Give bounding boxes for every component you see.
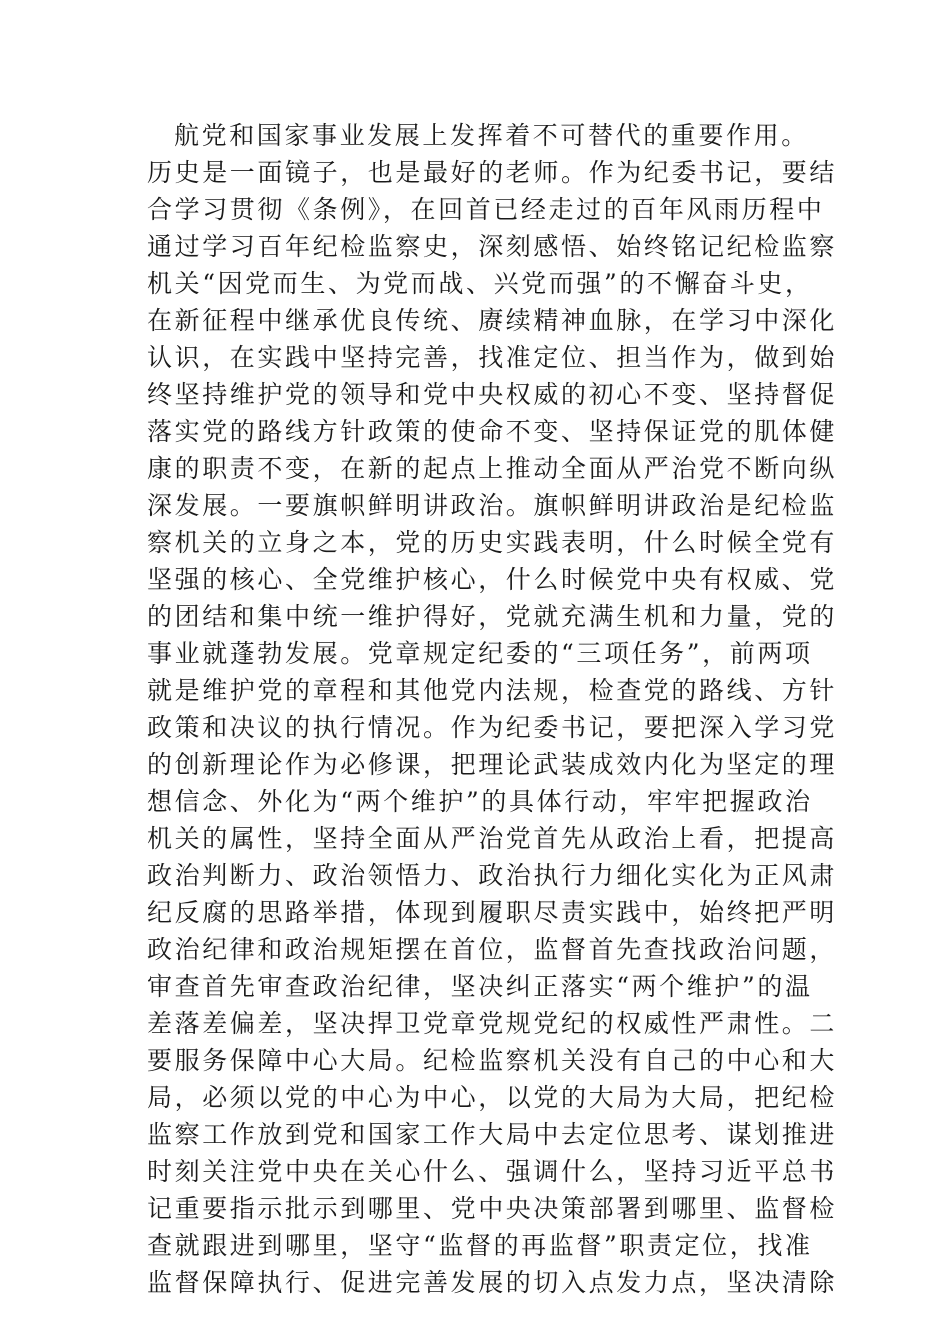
text-line: 机关“因党而生、为党而战、兴党而强”的不懈奋斗史， <box>147 269 813 298</box>
text-line: 纪反腐的思路举措，体现到履职尽责实践中，始终把严明 <box>147 898 838 927</box>
text-line: 想信念、外化为“两个维护”的具体行动，牢牢把握政治 <box>147 787 813 816</box>
text-line: 在新征程中继承优良传统、赓续精神血脉，在学习中深化 <box>147 306 838 335</box>
text-line: 政治判断力、政治领悟力、政治执行力细化实化为正风肃 <box>147 861 838 890</box>
text-line: 落实党的路线方针政策的使命不变、坚持保证党的肌体健 <box>147 417 838 446</box>
text-line: 坚强的核心、全党维护核心，什么时候党中央有权威、党 <box>147 565 838 594</box>
text-line: 时刻关注党中央在关心什么、强调什么，坚持习近平总书 <box>147 1157 838 1186</box>
text-line: 局，必须以党的中心为中心，以党的大局为大局，把纪检 <box>147 1083 838 1112</box>
text-line: 康的职责不变，在新的起点上推动全面从严治党不断向纵 <box>147 454 838 483</box>
text-line: 航党和国家事业发展上发挥着不可替代的重要作用。 <box>174 121 809 150</box>
text-line: 察机关的立身之本，党的历史实践表明，什么时候全党有 <box>147 528 838 557</box>
text-line: 终坚持维护党的领导和党中央权威的初心不变、坚持督促 <box>147 380 838 409</box>
text-line: 认识，在实践中坚持完善，找准定位、担当作为，做到始 <box>147 343 838 372</box>
text-line: 深发展。一要旗帜鲜明讲政治。旗帜鲜明讲政治是纪检监 <box>147 491 838 520</box>
text-line: 差落差偏差，坚决捍卫党章党规党纪的权威性严肃性。二 <box>147 1009 838 1038</box>
text-line: 就是维护党的章程和其他党内法规，检查党的路线、方针 <box>147 676 838 705</box>
text-line: 政策和决议的执行情况。作为纪委书记，要把深入学习党 <box>147 713 838 742</box>
text-line: 合学习贯彻《条例》，在回首已经走过的百年风雨历程中 <box>147 195 825 224</box>
text-line: 审查首先审查政治纪律，坚决纠正落实“两个维护”的温 <box>147 972 813 1001</box>
text-line: 机关的属性，坚持全面从严治党首先从政治上看，把提高 <box>147 824 838 853</box>
text-line: 记重要指示批示到哪里、党中央决策部署到哪里、监督检 <box>147 1194 838 1223</box>
text-line: 政治纪律和政治规矩摆在首位，监督首先查找政治问题， <box>147 935 838 964</box>
text-line: 监督保障执行、促进完善发展的切入点发力点，坚决清除 <box>147 1268 838 1297</box>
body-text <box>147 117 838 1301</box>
text-line: 的创新理论作为必修课，把理论武装成效内化为坚定的理 <box>147 750 838 779</box>
text-line: 历史是一面镜子，也是最好的老师。作为纪委书记，要结 <box>147 158 838 187</box>
text-line: 要服务保障中心大局。纪检监察机关没有自己的中心和大 <box>147 1046 838 1075</box>
text-line: 事业就蓬勃发展。党章规定纪委的“三项任务”，前两项 <box>147 639 813 668</box>
text-line: 通过学习百年纪检监察史，深刻感悟、始终铭记纪检监察 <box>147 232 838 261</box>
text-line: 的团结和集中统一维护得好，党就充满生机和力量，党的 <box>147 602 838 631</box>
text-line: 查就跟进到哪里，坚守“监督的再监督”职责定位，找准 <box>147 1231 813 1260</box>
text-line: 监察工作放到党和国家工作大局中去定位思考、谋划推进 <box>147 1120 838 1149</box>
